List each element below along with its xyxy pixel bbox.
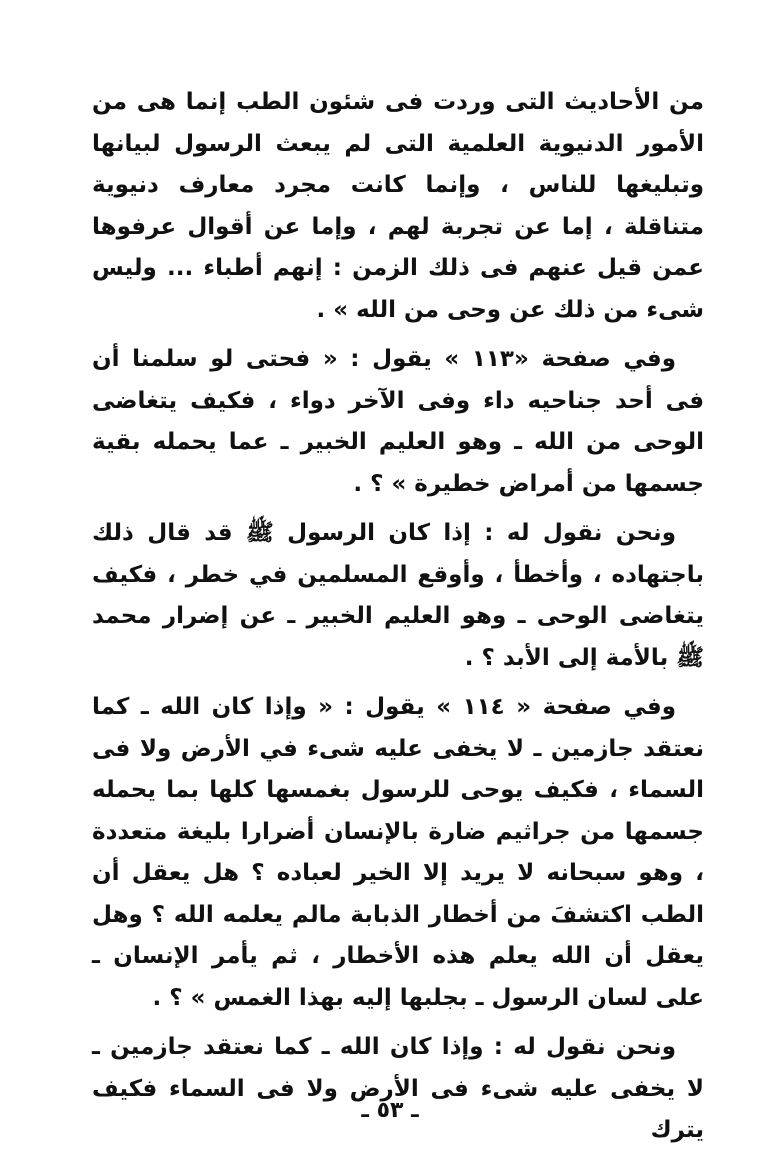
paragraph-5: ونحن نقول له : وإذا كان الله ـ كما نعتقد جازمين ـ لا يخفى عليه شىء فى الأرض ولا فى السماء فكيف يترك xyxy=(92,1034,704,1143)
paragraph-2: وفي صفحة «١١٣ » يقول : « فحتى لو سلمنا أن فى أحد جناحيه داء وفى الآخر دواء ، فكيف يتغاضى الوحى من الله ـ وهو العليم الخبير ـ عما يحمله بقية جسمها من أمراض خطيرة » ؟ . xyxy=(92,346,704,497)
page-body xyxy=(92,82,704,1160)
paragraph-3: ونحن نقول له : إذا كان الرسول ﷺ قد قال ذلك باجتهاده ، وأخطأ ، وأوقع المسلمين في خطر ، فكيف يتغاضى الوحى ـ وهو العليم الخبير ـ عن إضرار محمد ﷺ بالأمة إلى الأبد ؟ . xyxy=(92,520,704,671)
page-number: ـ ٥٣ ـ xyxy=(361,1098,419,1123)
paragraph-1: من الأحاديث التى وردت فى شئون الطب إنما هى من الأمور الدنيوية العلمية التى لم يبعث الرسول لبيانها وتبليغها للناس ، وإنما كانت مجرد معارف دنيوية متناقلة ، إما عن تجربة لهم ، وإما عن أقوال عرفوها عمن قيل عنهم فى ذلك الزمن : إنهم أطباء ... وليس شىء من ذلك عن وحى من الله » . xyxy=(92,89,704,323)
paragraph-4: وفي صفحة « ١١٤ » يقول : « وإذا كان الله ـ كما نعتقد جازمين ـ لا يخفى عليه شىء في الأرض ولا فى السماء ، فكيف يوحى للرسول بغمسها كلها بما يحمله جسمها من جراثيم ضارة بالإنسان أضرارا بليغة متعددة ، وهو سبحانه لا يريد إلا الخير لعباده ؟ هل يعقل أن الطب اكتشفَ من أخطار الذبابة مالم يعلمه الله ؟ وهل يعقل أن الله يعلم هذه الأخطار ، ثم يأمر الإنسان ـ على لسان الرسول ـ بجلبها إليه بهذا الغمس » ؟ . xyxy=(92,694,704,1011)
